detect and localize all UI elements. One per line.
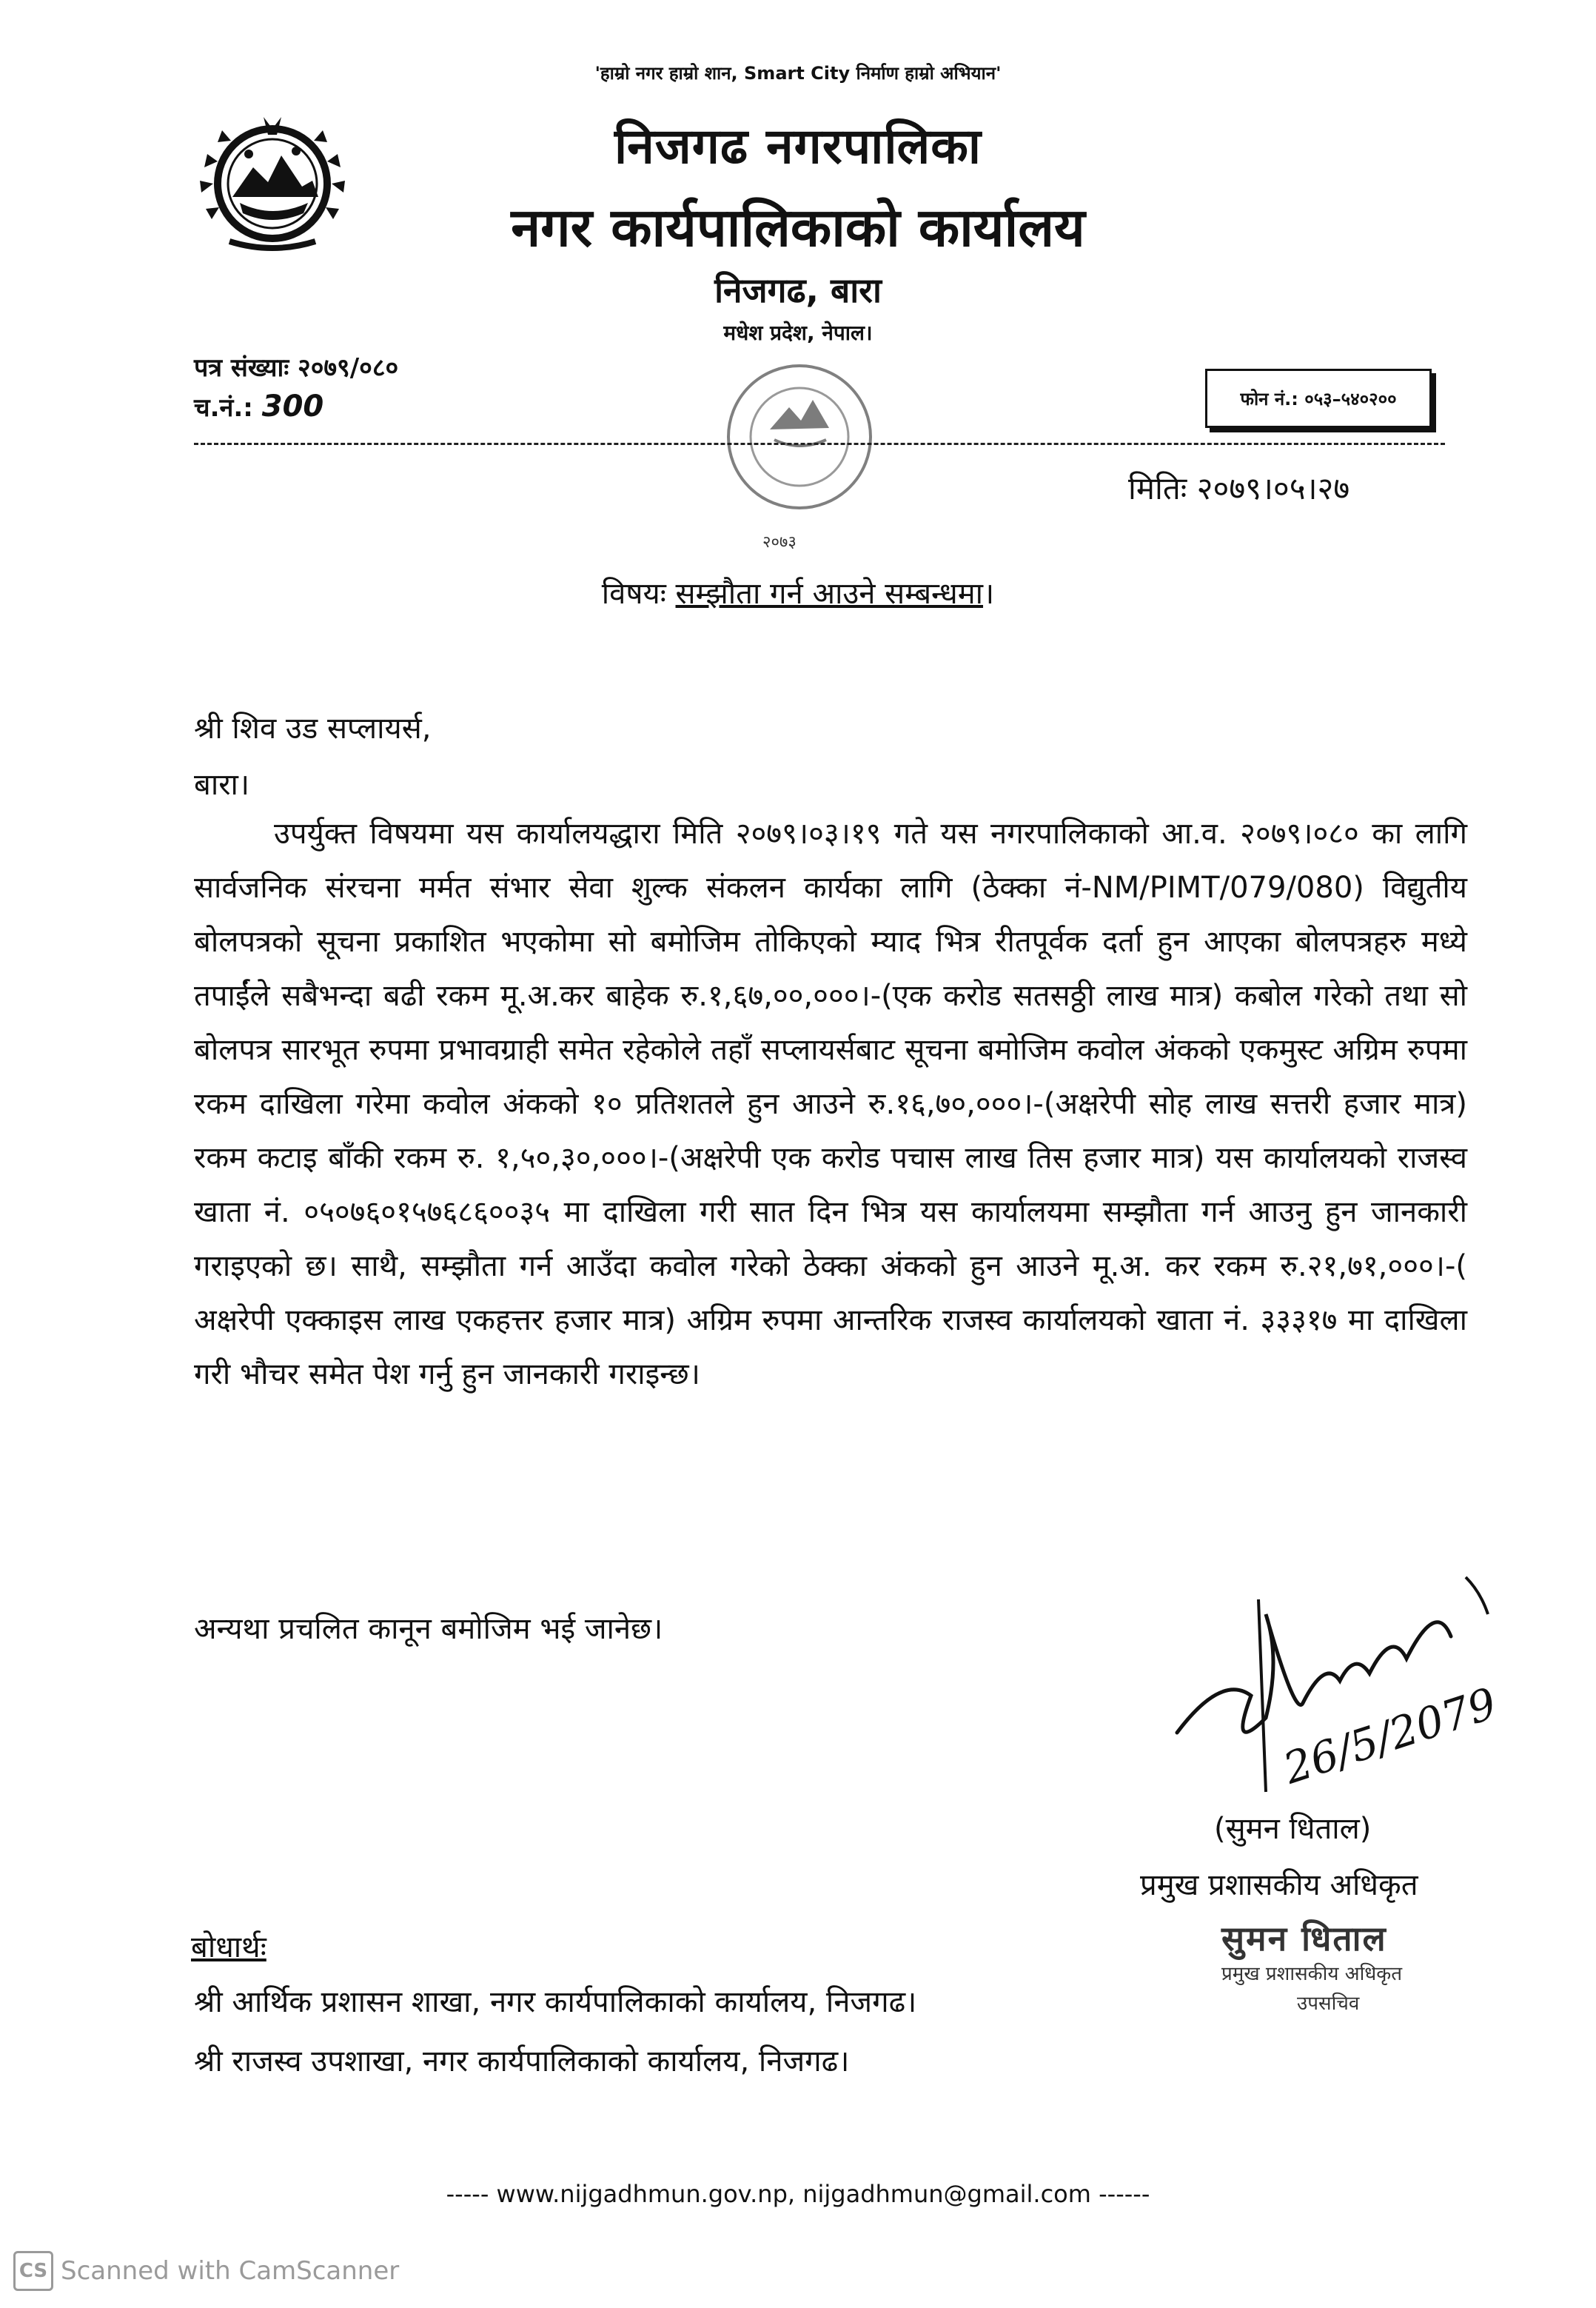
phone-number-box (1205, 369, 1432, 428)
signer-designation: प्रमुख प्रशासकीय अधिकृत (1140, 1868, 1418, 1902)
body-paragraph: उपर्युक्त विषयमा यस कार्यालयद्धारा मिति २०७९।०३।१९ गते यस नगरपालिकाको आ.व. २०७९।०८० का लागि सार्वजनिक संरचना मर्मत संभार सेवा शुल्क संकलन कार्यका लागि (ठेक्का नं-NM/PIMT/079/080) विद्युतीय बोलपत्रको सूचना प्रकाशित भएकोमा सो बमोजिम तोकिएको म्याद भित्र रीतपूर्वक दर्ता हुन आएका बोलपत्रहरु मध्ये तपाईंले सबैभन्दा बढी रकम मू.अ.कर बाहेक रु.१,६७,००,०००।-(एक करोड सतसठ्ठी लाख मात्र) कबोल गरेको तथा सो बोलपत्र सारभूत रुपमा प्रभावग्राही समेत रहेकोले तहाँ सप्लायर्सबाट सूचना बमोजिम कवोल अंकको एकमुस्ट अग्रिम रुपमा रकम दाखिला गरेमा कवोल अंकको १० प्रतिशतले हुन आउने रु.१६,७०,०००।-(अक्षरेपी सोह लाख सत्तरी हजार मात्र) रकम कटाइ बाँकी रकम रु. १,५०,३०,०००।-(अक्षरेपी एक करोड पचास लाख तिस हजार मात्र) यस कार्यालयको राजस्व खाता नं. ०५०७६०१५७६८६००३५ मा दाखिला गरी सात दिन भित्र यस कार्यालयमा सम्झौता गर्न आउनु हुन जानकारी गराइएको छ। साथै, सम्झौता गर्न आउँदा कवोल गरेको ठेक्का अंकको हुन आउने मू.अ. कर रकम रु.२१,७१,०००।-( अक्षरेपी एक्काइस लाख एकहत्तर हजार मात्र) अग्रिम रुपमा आन्तरिक राजस्व कार्यालयको खाता नं. ३३३१७ मा दाखिला गरी भौचर समेत पेश गर्नु हुन जानकारी गराइन्छ। (194, 817, 1467, 1391)
camscanner-badge: CS (13, 2251, 53, 2291)
signer-name: (सुमन धिताल) (1214, 1812, 1372, 1846)
closing-line: अन्यथा प्रचलित कानून बमोजिम भई जानेछ। (194, 1612, 663, 1646)
subject-line (0, 572, 1596, 612)
header-divider (194, 443, 1445, 445)
addressee (194, 700, 431, 813)
watermark-text: Scanned with CamScanner (61, 2256, 400, 2286)
cc-item: श्री आर्थिक प्रशासन शाखा, नगर कार्यपालिकाको कार्यालय, निजगढ। (194, 1985, 917, 2019)
subject-label: विषयः (601, 577, 676, 611)
letter-number: पत्र संख्याः २०७९/०८० (194, 353, 399, 383)
handwritten-signature (1155, 1570, 1540, 1807)
dispatch-value: 300 (261, 389, 324, 424)
header-motto: 'हाम्रो नगर हाम्रो शान, Smart City निर्माण हाम्रो अभियान' (594, 63, 1002, 84)
scanner-watermark (13, 2251, 399, 2291)
address-line1: निजगढ, बारा (714, 270, 882, 310)
cc-heading: बोधार्थः (191, 1930, 266, 1964)
address-line2: मधेश प्रदेश, नेपाल। (723, 321, 873, 345)
subject-end: । (983, 577, 995, 611)
addressee-name: श्री शिव उड सप्लायर्स, (194, 712, 432, 746)
seal-name: सुमन धिताल (1221, 1919, 1387, 1959)
signature-date: 26/5/2079 (1277, 1677, 1503, 1794)
addressee-place: बारा। (194, 768, 250, 802)
subject-text: सम्झौता गर्न आउने सम्बन्धमा (675, 577, 984, 611)
dispatch-label: च.नं.: (194, 393, 262, 423)
footer-contact: ----- www.nijgadhmun.gov.np, nijgadhmun@gmail.com ------ (446, 2180, 1150, 2208)
letter-body (194, 807, 1467, 1402)
office-name: नगर कार्यपालिकाको कार्यालय (511, 196, 1085, 258)
seal-rank: उपसचिव (1297, 1993, 1360, 2015)
seal-designation: प्रमुख प्रशासकीय अधिकृत (1221, 1963, 1403, 1985)
dispatch-number (194, 389, 323, 424)
cc-item: श्री राजस्व उपशाखा, नगर कार्यपालिकाको कार्यालय, निजगढ। (194, 2044, 850, 2078)
stamp-year: २०७३ (762, 533, 797, 552)
cc-list (194, 1973, 916, 2091)
phone-number: फोन नं.: ०५३–५४०२०० (1240, 388, 1397, 409)
letter-date: मितिः २०७९।०५।२७ (1128, 470, 1350, 506)
org-name: निजगढ नगरपालिका (614, 118, 982, 175)
